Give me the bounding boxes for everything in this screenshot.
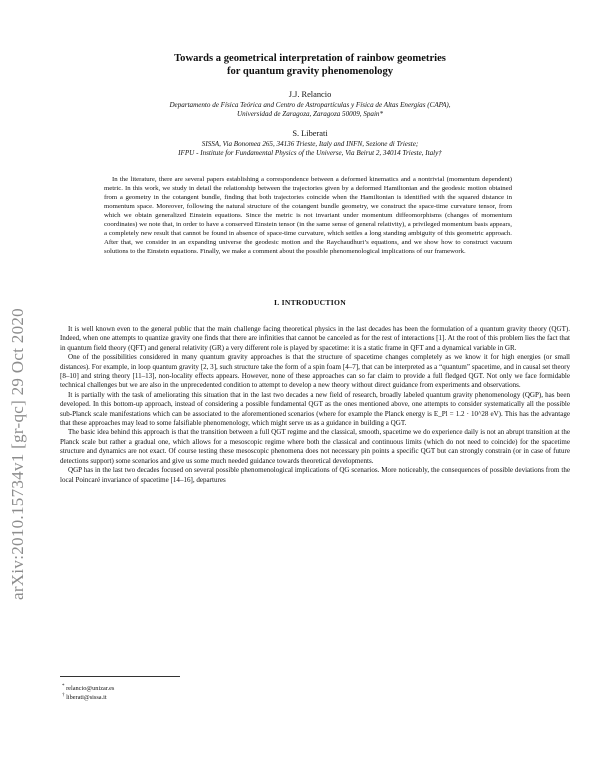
body-text — [60, 325, 570, 485]
footnote-1-email[interactable]: relancio@unizar.es — [66, 685, 115, 693]
paper-title — [60, 52, 560, 78]
footnote-2 — [62, 692, 107, 702]
footnote-1-mark: * — [62, 684, 65, 689]
paragraph: The basic idea behind this approach is that the transition between a full QGT regime and the classical, smooth, spacetime we do experience daily is not an abrupt transition at the Planck scale but rather a gradual one, which allows for a mesoscopic regime where both the classical and continuous limits (which do not need to coincide) for the spacetime structure and dynamics are not exact. Of course testing these mesoscopic phenomena does not necessary pin points a specific QGT but can strongly constrain (or in case of future detections support) some scenarios and give us some much needed guidance towards theoretical developments. — [60, 428, 570, 465]
paragraph: It is well known even to the general public that the main challenge facing theoretical physics in the last decades has been the formulation of a quantum gravity theory (QGT). Indeed, when one attempts to quantize gravity one finds that there are infinities that cannot be canceled as for the rest of interactions [1]. At the root of this problem lies the fact that in quantum field theory (QFT) and general relativity (GR) a very different role is played by spacetime: it is a static frame in QFT and a dynamical variable in GR. — [60, 325, 570, 352]
footnote-2-email[interactable]: liberati@sissa.it — [66, 694, 107, 702]
title-line-1: Towards a geometrical interpretation of rainbow geometries — [174, 53, 446, 64]
paragraph: One of the possibilities considered in many quantum gravity approaches is that the structure of spacetime changes completely as we know it for high energies (or small distances). For example, in loop quantum gravity [2, 3], such structure take the form of a spin foam [4–7], that can be interpreted as a “quantum” spacetime, and in causal set theory [8–10] and string theory [11–13], non-locality effects appears. However, none of these approaches can so far claim to provide a full fledged QGT. Not only we face formidable technical challenges but we are also in the unprecedented condition to attempt to develop a new theory without direct guidance from experiments and observations. — [60, 353, 570, 390]
footnote-rule — [60, 676, 180, 677]
author-1-affil-line-1: Departamento de Física Teórica and Centro de Astropartículas y Física de Altas Energías (CAPA), — [169, 101, 451, 109]
author-2-name: S. Liberati — [292, 129, 328, 138]
paragraph: It is partially with the task of ameliorating this situation that in the last two decades a new field of research, broadly labeled quantum gravity phenomenology (QGP), has been developed. In this bottom-up approach, instead of considering a possible fundamental QGT as the ones mentioned above, one attempts to consider systematically all the possible sub-Planck scale manifestations which can be associated to the aforementioned scenarios (where for example the Planck energy is E_Pl = 1.2 · 10^28 eV). This has the advantage that these approaches may lead to some falsifiable phenomenology, which might serve us as a guidance in building a QGT. — [60, 390, 570, 428]
author-1-name: J.J. Relancio — [288, 90, 332, 99]
section-heading: I. INTRODUCTION — [273, 298, 346, 307]
paragraph: QGP has in the last two decades focused on several possible phenomenological implications of QG scenarios. More noticeably, the consequences of possible deviations from the local Poincaré invariance of spacetime [14–16], departures — [60, 466, 570, 484]
author-1-affil-line-2: Universidad de Zaragoza, Zaragoza 50009, Spain* — [236, 110, 384, 119]
title-line-2: for quantum gravity phenomenology — [226, 66, 394, 77]
arxiv-stamp: arXiv:2010.15734v1 [gr-qc] 29 Oct 2020 — [8, 308, 27, 600]
author-2-affil-line-2: IFPU - Institute for Fundamental Physics of the Universe, Via Beirut 2, 34014 Trieste, Italy† — [178, 149, 442, 158]
author-1-affiliation — [60, 101, 560, 119]
footnote-2-mark: † — [62, 693, 65, 698]
author-2-affiliation — [60, 140, 560, 158]
abstract: In the literature, there are several papers establishing a correspondence between a deformed kinematics and a nontrivial (momentum dependent) metric. In this work, we study in detail the relationship between the trajectories given by a deformed Hamiltonian and the geodesic motion obtained from a geometry in the cotangent bundle, finding that both trajectories coincide when the Hamiltonian is identified with the squared distance in momentum space. Moreover, following the natural structure of the cotangent bundle geometry, we construct the space-time curvature tensor, from which we obtain generalized Einstein equations. Since the metric is not invariant under momentum diffeomorphisms (changes of momentum coordinates) we note that, in order to have a conserved Einstein tensor (in the same sense of general relativity), a privileged momentum basis appears, a completely new result that cannot be found in absence of space-time curvature, which settles a long standing ambiguity of this geometric approach. After that, we consider in an expanding universe the geodesic motion and the Raychaudhuri’s equations, and we show how to construct vacuum solutions to the Einstein equations. Finally, we make a comment about the possible phenomenological implications of our framework. — [104, 176, 512, 256]
author-2-affil-line-1: SISSA, Via Bonomea 265, 34136 Trieste, Italy and INFN, Sezione di Trieste; — [201, 140, 419, 148]
